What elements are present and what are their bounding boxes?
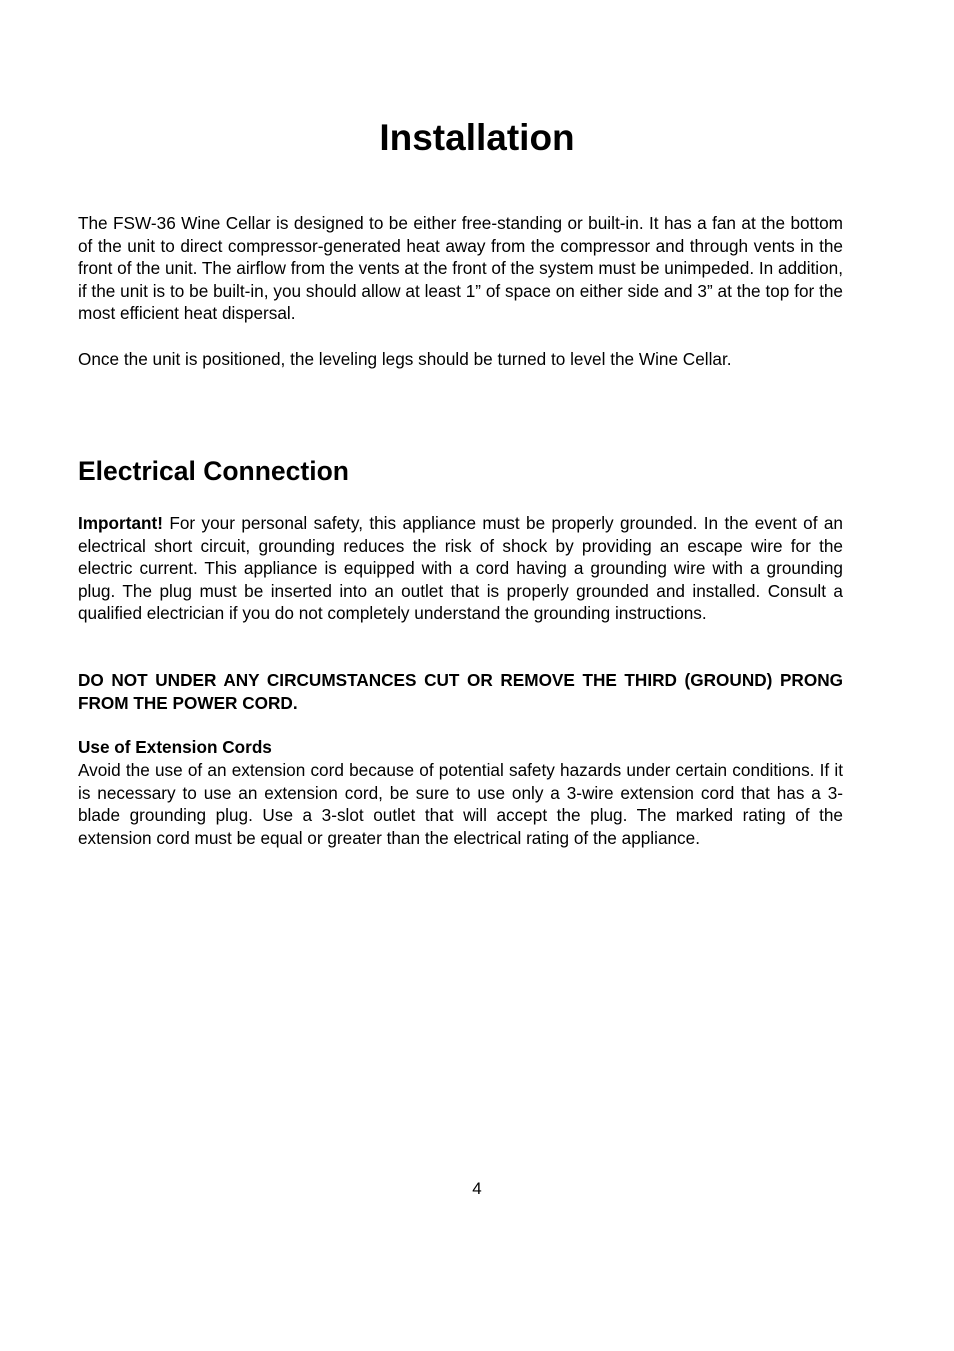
- intro-paragraph: The FSW-36 Wine Cellar is designed to be either free-standing or built-in. It has a fan at the bottom of the unit to direct compressor-generated heat away from the compressor and through vents in the front of the unit. The airflow from the vents at the front of the system must be unimpeded. In addition, if the unit is to be built-in, you should allow at least 1” of space on either side and 3” at the top for the most efficient heat dispersal.: [78, 213, 843, 323]
- important-label: Important!: [78, 513, 163, 533]
- ground-prong-warning: DO NOT UNDER ANY CIRCUMSTANCES CUT OR REMOVE THE THIRD (GROUND) PRONG FROM THE POWER CORD.: [78, 670, 843, 713]
- extension-cords-paragraph: Avoid the use of an extension cord because of potential safety hazards under certain conditions. If it is necessary to use an extension cord, be sure to use only a 3-wire extension cord that has a 3-blade grounding plug. Use a 3-slot outlet that will accept the plug. The marked rating of the extension cord must be equal or greater than the electrical rating of the appliance.: [78, 760, 843, 848]
- page-number: 4: [472, 1179, 482, 1198]
- important-text: For your personal safety, this appliance must be properly grounded. In the event of an electrical short circuit, grounding reduces the risk of shock by providing an escape wire for the electric current. This appliance is equipped with a cord having a grounding wire with a grounding plug. The plug must be inserted into an outlet that is properly grounded and installed. Consult a qualified electrician if you do not completely understand the grounding instructions.: [78, 513, 843, 623]
- leveling-paragraph: Once the unit is positioned, the leveling legs should be turned to level the Wine Cellar.: [78, 349, 732, 369]
- electrical-section-title: Electrical Connection: [78, 456, 349, 486]
- extension-cords-heading: Use of Extension Cords: [78, 737, 272, 757]
- page-title: Installation: [379, 117, 575, 158]
- important-paragraph: [78, 512, 843, 625]
